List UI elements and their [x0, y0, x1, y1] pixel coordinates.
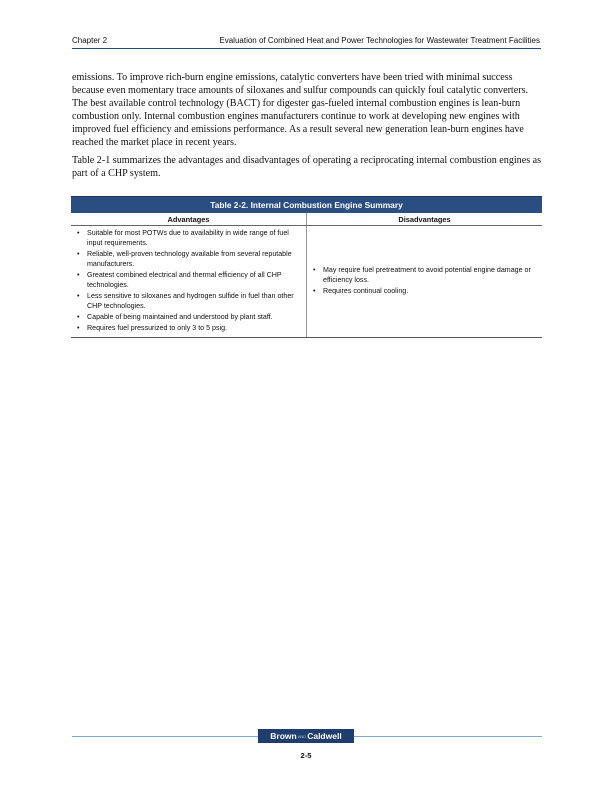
disadvantages-cell — [307, 226, 543, 338]
advantages-list — [74, 228, 303, 333]
table-header-row — [71, 213, 542, 226]
list-item: • Requires fuel pressurized to only 3 to 5 psig. — [87, 323, 303, 333]
page-number: 2-5 — [300, 751, 312, 760]
table-row — [71, 226, 542, 338]
disadvantages-list — [310, 265, 539, 296]
table-title: Table 2-2. Internal Combustion Engine Summary — [71, 196, 542, 213]
page-header — [72, 36, 540, 45]
list-item: • Reliable, well-proven technology available from several reputable manufacturers. — [87, 249, 303, 269]
summary-table-grid — [71, 213, 542, 338]
advantages-cell — [71, 226, 307, 338]
advantages-header: Advantages — [71, 213, 307, 226]
engine-summary-table — [71, 196, 542, 338]
chapter-label: Chapter 2 — [72, 36, 108, 45]
list-item: • Greatest combined electrical and thermal efficiency of all CHP technologies. — [87, 270, 303, 290]
list-item: • Suitable for most POTWs due to availability in wide range of fuel input requirements. — [87, 228, 303, 248]
list-item: • Less sensitive to siloxanes and hydrogen sulfide in fuel than other CHP technologies. — [87, 291, 303, 311]
document-title: Evaluation of Combined Heat and Power Technologies for Wastewater Treatment Facilities — [219, 36, 540, 45]
footer-rule-left — [72, 736, 258, 737]
list-item: • Capable of being maintained and understood by plant staff. — [87, 312, 303, 322]
body-paragraph-1: emissions. To improve rich-burn engine emissions, catalytic converters have been tried with minimal success because even momentary trace amounts of siloxanes and sulfur compounds can quickly foul catalytic converters. The best available control technology (BACT) for digester gas-fueled internal combustion engines is lean-burn combustion only. Internal combustion engines manufacturers continue to work at developing new engines with improved fuel efficiency and emissions performance. As a result several new generation lean-burn engines have reached the market place in recent years. — [72, 72, 529, 148]
footer-rule-right — [354, 736, 542, 737]
list-item: • May require fuel pretreatment to avoid potential engine damage or efficiency loss. — [323, 265, 539, 285]
disadvantages-header: Disadvantages — [307, 213, 543, 226]
list-item: • Requires continual cooling. — [323, 286, 539, 296]
header-rule — [72, 48, 541, 49]
brown-and-caldwell-logo: BrownANDCaldwell — [258, 729, 354, 743]
body-paragraph-2: Table 2-1 summarizes the advantages and disadvantages of operating a reciprocating internal combustion engines as part of a CHP system. — [72, 155, 542, 179]
